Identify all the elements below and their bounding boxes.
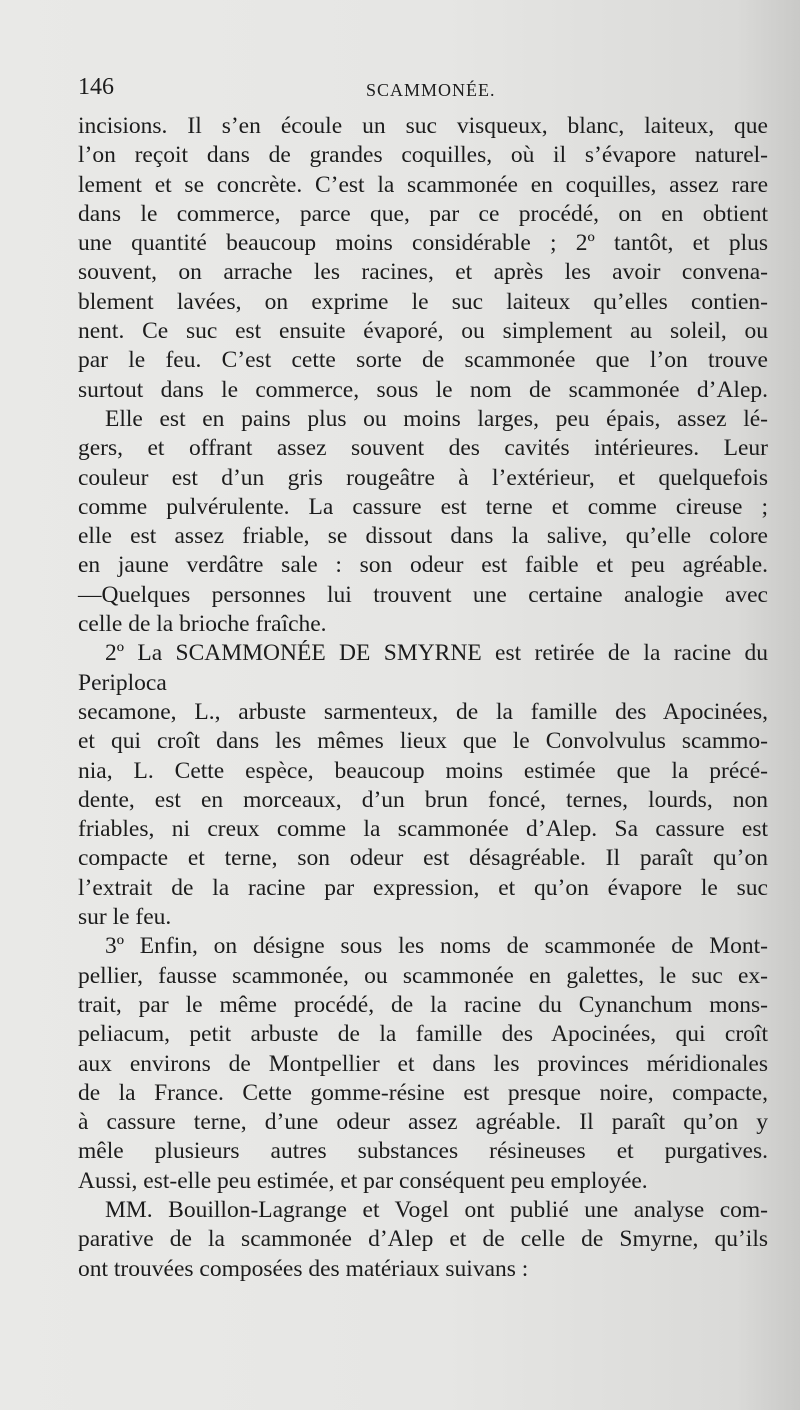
- text-line: —Quelques personnes lui trouvent une certaine analogie avec: [78, 581, 768, 608]
- text-line: blement lavées, on exprime le suc laiteux qu’elles contien-: [78, 288, 768, 315]
- text-line: dente, est en morceaux, d’un brun foncé, ternes, lourds, non: [78, 786, 768, 813]
- text-line: et qui croît dans les mêmes lieux que le Convolvulus scammo-: [78, 728, 768, 755]
- text-line: par le feu. C’est cette sorte de scammonée que l’on trouve: [78, 347, 768, 374]
- text-line: 3º Enfin, on désigne sous les noms de scammonée de Mont-: [105, 933, 768, 960]
- text-line: une quantité beaucoup moins considérable ; 2º tantôt, et plus: [78, 230, 768, 257]
- text-line: comme pulvérulente. La cassure est terne et comme cireuse ;: [78, 493, 768, 520]
- text-line: MM. Bouillon-Lagrange et Vogel ont publié une analyse com-: [105, 1196, 768, 1223]
- text-line: secamone, L., arbuste sarmenteux, de la famille des Apocinées,: [78, 698, 768, 725]
- text-line: pellier, fausse scammonée, ou scammonée en galettes, le suc ex-: [78, 962, 768, 989]
- text-line: friables, ni creux comme la scammonée d’Alep. Sa cassure est: [78, 816, 768, 843]
- text-line: ont trouvées composées des matériaux suivans :: [78, 1255, 529, 1282]
- text-line: nent. Ce suc est ensuite évaporé, ou simplement au soleil, ou: [78, 318, 768, 345]
- running-title: SCAMMONÉE.: [366, 80, 496, 100]
- text-line: en jaune verdâtre sale : son odeur est faible et peu agréable.: [78, 552, 768, 579]
- text-line: lement et se concrète. C’est la scammonée en coquilles, assez rare: [78, 171, 768, 198]
- body-text: [78, 112, 768, 1284]
- text-line: Aussi, est-elle peu estimée, et par conséquent peu employée.: [78, 1167, 648, 1194]
- text-line: de la France. Cette gomme-résine est presque noire, compacte,: [78, 1079, 768, 1106]
- text-line: trait, par le même procédé, de la racine du Cynanchum mons-: [78, 991, 768, 1018]
- text-line: à cassure terne, d’une odeur assez agréable. Il paraît qu’on y: [78, 1109, 768, 1136]
- text-line: celle de la brioche fraîche.: [78, 611, 327, 638]
- text-line: 2º La SCAMMONÉE DE SMYRNE est retirée de la racine du Periploca: [78, 640, 768, 696]
- text-line: peliacum, petit arbuste de la famille des Apocinées, qui croît: [78, 1021, 768, 1048]
- text-line: mêle plusieurs autres substances résineuses et purgatives.: [78, 1138, 768, 1165]
- text-line: souvent, on arrache les racines, et après les avoir convena-: [78, 259, 768, 286]
- page-header: [78, 74, 778, 110]
- text-line: l’on reçoit dans de grandes coquilles, où il s’évapore naturel-: [78, 142, 768, 169]
- text-line: nia, L. Cette espèce, beaucoup moins estimée que la précé-: [78, 757, 768, 784]
- text-line: Elle est en pains plus ou moins larges, peu épais, assez lé-: [105, 405, 768, 432]
- text-line: dans le commerce, parce que, par ce procédé, on en obtient: [78, 200, 768, 227]
- page-number: 146: [78, 74, 114, 100]
- text-line: sur le feu.: [78, 904, 172, 931]
- text-line: incisions. Il s’en écoule un suc visqueux, blanc, laiteux, que: [78, 113, 768, 139]
- text-line: surtout dans le commerce, sous le nom de scammonée d’Alep.: [78, 376, 768, 403]
- text-line: couleur est d’un gris rougeâtre à l’extérieur, et quelquefois: [78, 464, 768, 491]
- text-line: l’extrait de la racine par expression, et qu’on évapore le suc: [78, 874, 768, 901]
- text-line: parative de la scammonée d’Alep et de celle de Smyrne, qu’ils: [78, 1226, 768, 1253]
- text-line: elle est assez friable, se dissout dans la salive, qu’elle colore: [78, 523, 768, 550]
- text-line: gers, et offrant assez souvent des cavités intérieures. Leur: [78, 435, 768, 462]
- text-line: aux environs de Montpellier et dans les provinces méridionales: [78, 1050, 768, 1077]
- text-line: compacte et terne, son odeur est désagréable. Il paraît qu’on: [78, 845, 768, 872]
